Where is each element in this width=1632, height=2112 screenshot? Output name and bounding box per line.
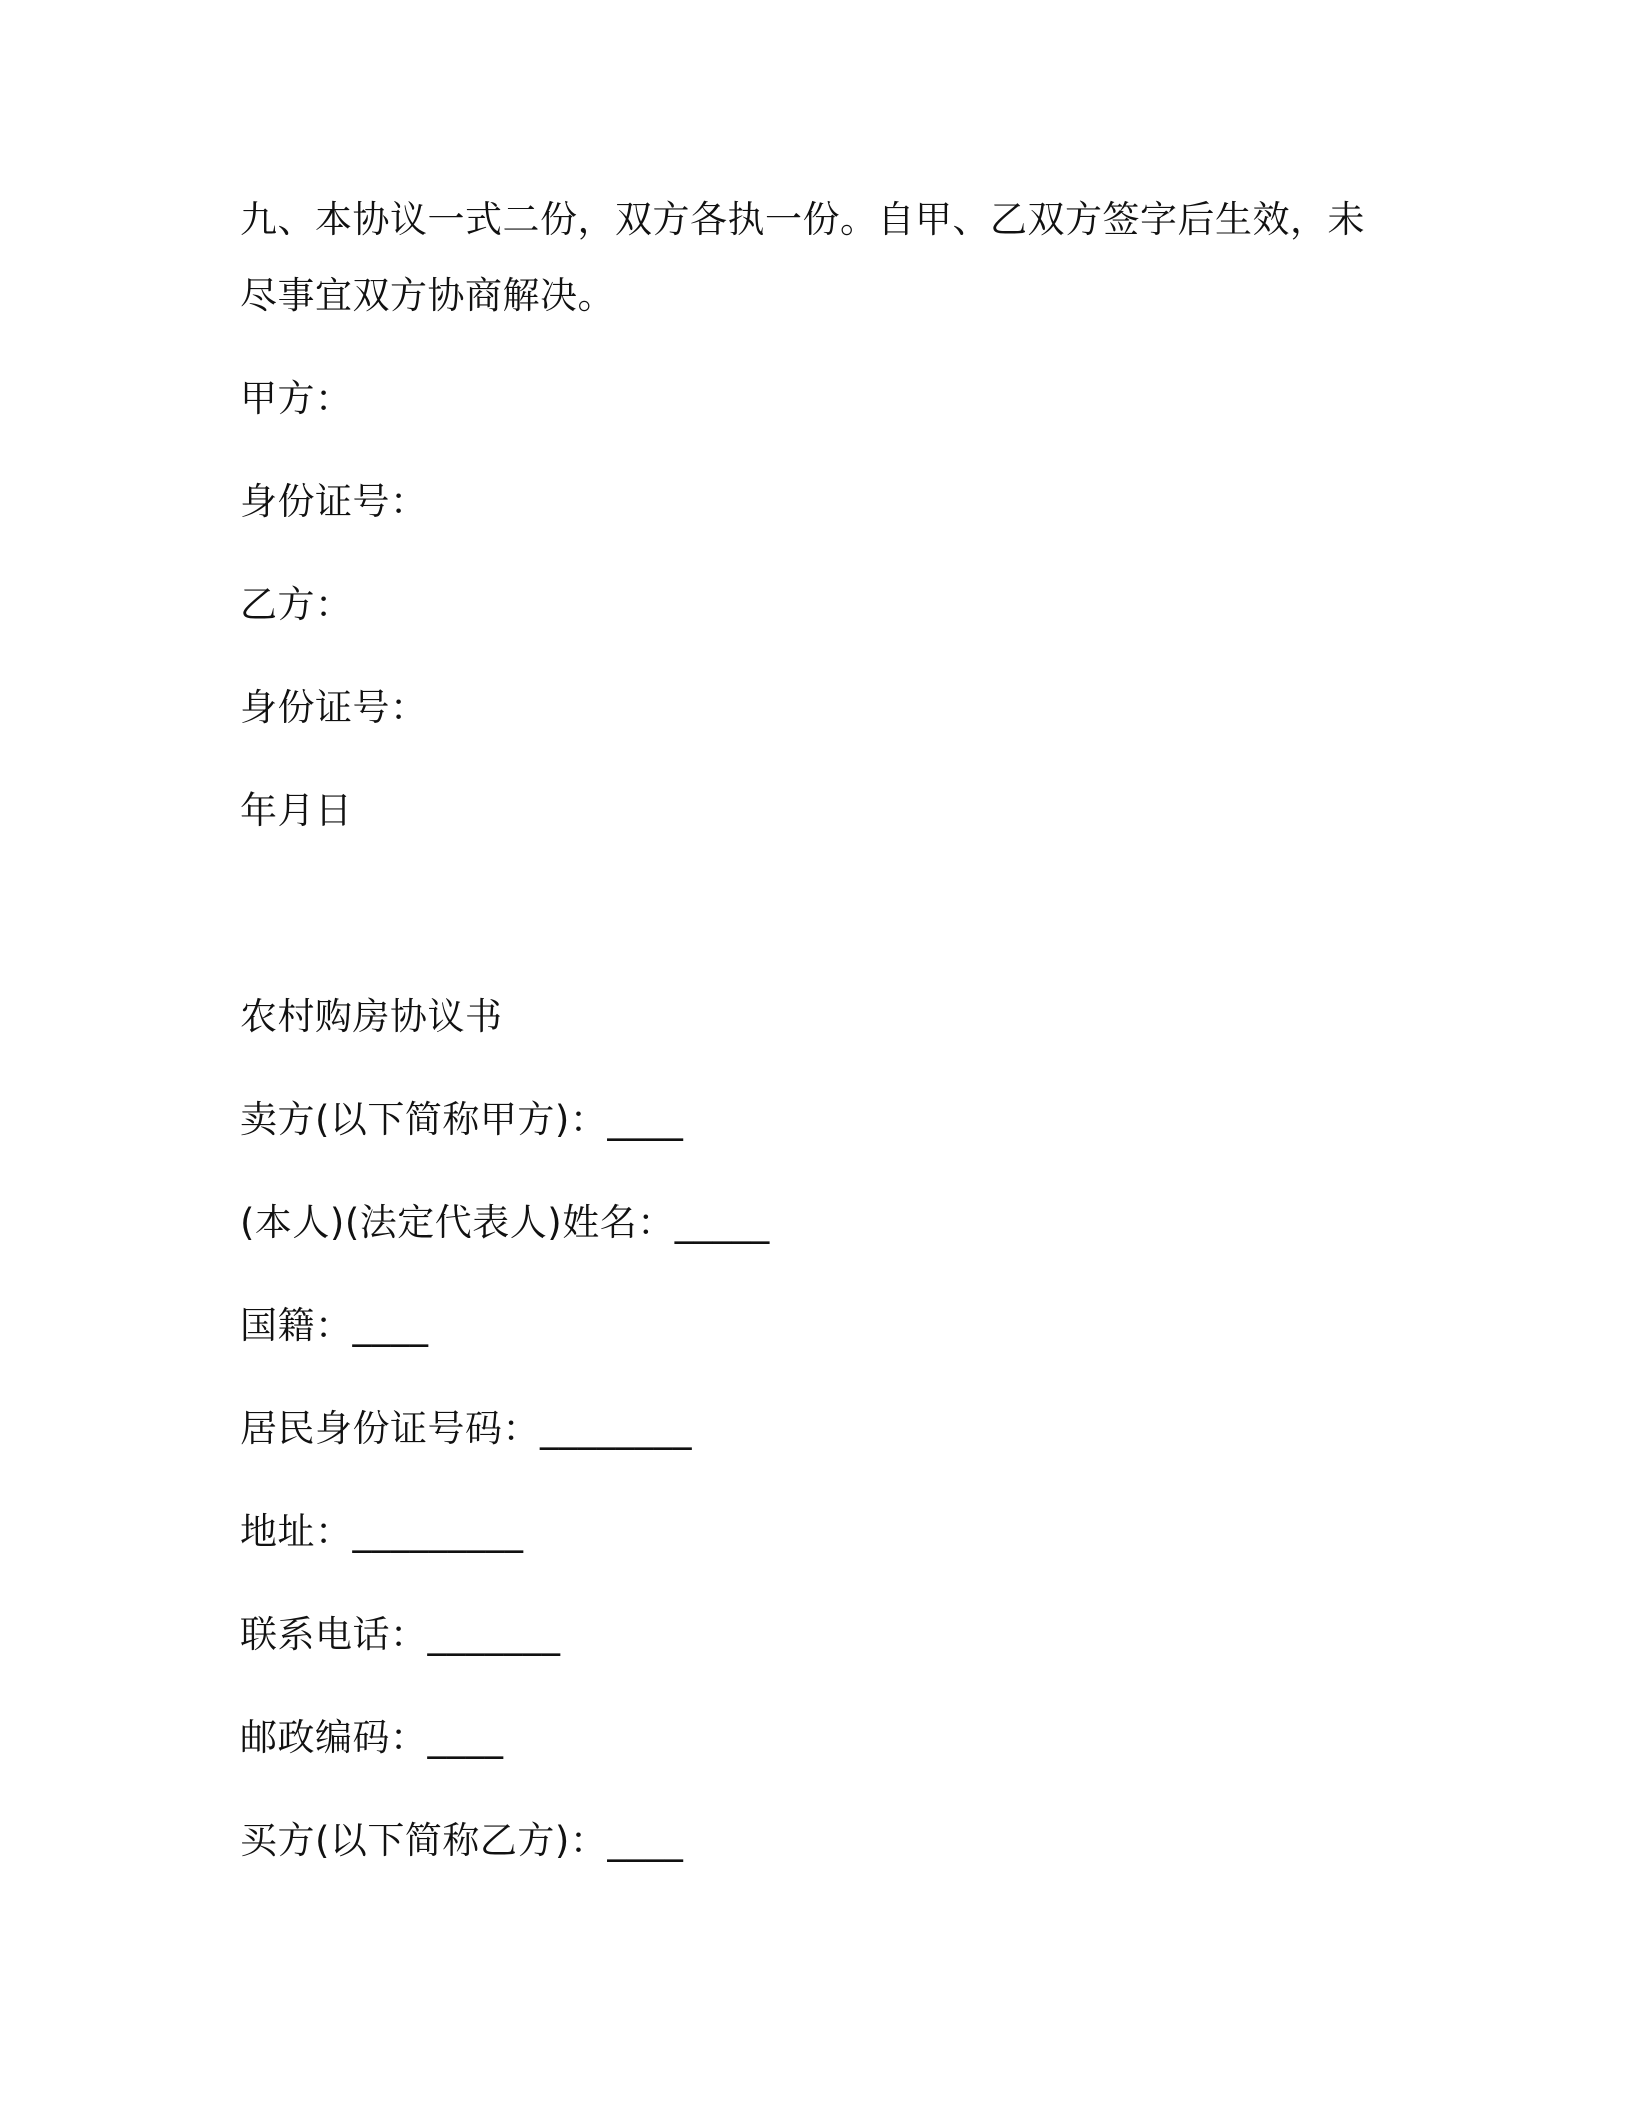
field-phone: 联系电话：_______ [240, 1613, 561, 1656]
date-label: 年月日 [240, 789, 353, 832]
document-title: 农村购房协议书 [240, 995, 503, 1038]
party-b-label: 乙方： [240, 583, 353, 626]
field-seller: 卖方(以下简称甲方)：____ [240, 1098, 684, 1141]
field-name: (本人)(法定代表人)姓名：_____ [240, 1201, 770, 1244]
id-number-label-a: 身份证号： [240, 480, 428, 523]
field-address: 地址：_________ [240, 1510, 524, 1553]
party-a-label: 甲方： [240, 377, 353, 420]
id-number-label-b: 身份证号： [240, 686, 428, 729]
clause-nine-line-1: 九、本协议一式二份，双方各执一份。自甲、乙双方签字后生效，未 [240, 198, 1365, 241]
field-postal-code: 邮政编码：____ [240, 1716, 504, 1759]
field-buyer: 买方(以下简称乙方)：____ [240, 1819, 684, 1862]
clause-nine-line-2: 尽事宜双方协商解决。 [240, 274, 615, 317]
field-nationality: 国籍：____ [240, 1304, 429, 1347]
field-id-number: 居民身份证号码：________ [240, 1407, 692, 1450]
